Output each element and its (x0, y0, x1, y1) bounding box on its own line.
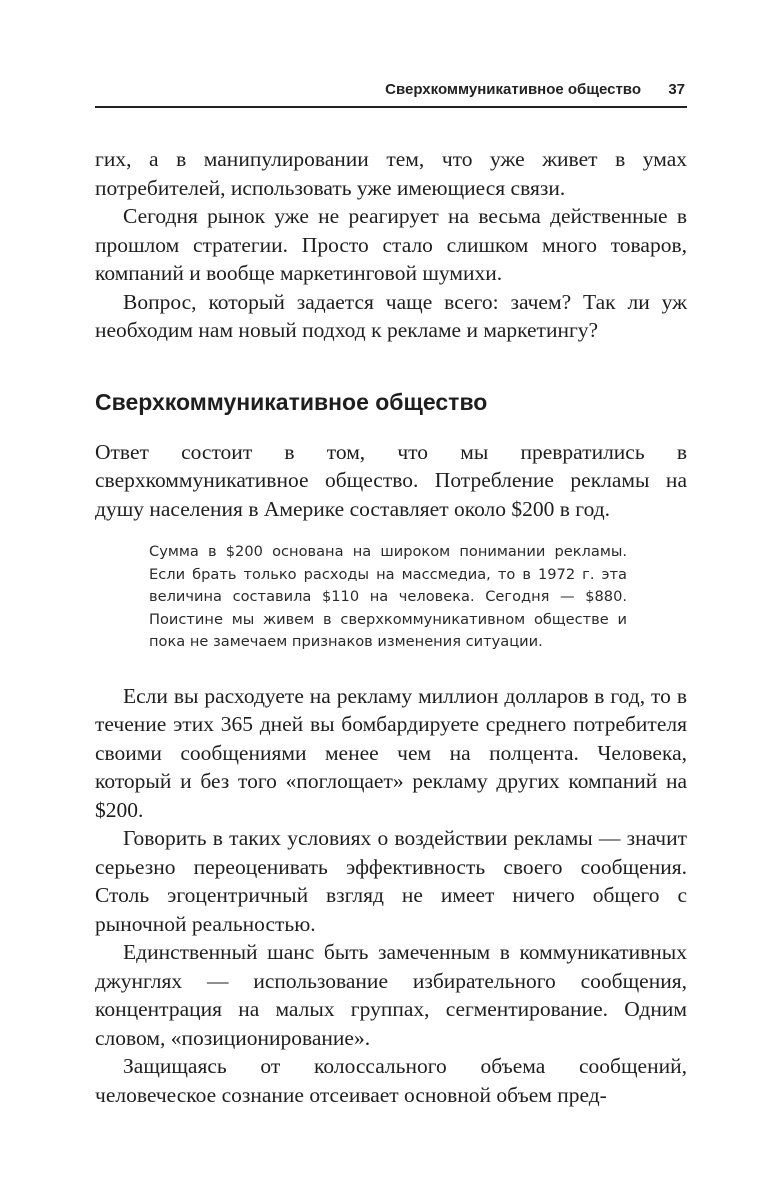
sidebar-note: Сумма в $200 основана на широком понимании рекламы. Если брать только расходы на массмедиа, то в 1972 г. эта величина составила $110 на человека. Сегодня — $880. Поистине мы живем в сверхкоммуникативном обществе и пока не замечаем признаков изменения ситуации. (149, 543, 627, 650)
paragraph: Единственный шанс быть замеченным в коммуникативных джунглях — использование избирательного сообщения, концентрация на малых группах, сегментирование. Одним словом, «позиционирование». (95, 940, 687, 1050)
running-header (95, 80, 687, 108)
section-intro-paragraph: Ответ состоит в том, что мы превратились в сверхкоммуникативное общество. Потребление рекламы на душу населения в Америке составляет около $200 в год. (95, 439, 687, 521)
paragraph: Вопрос, который задается чаще всего: зачем? Так ли уж необходим нам новый подход к рекламе и маркетингу? (95, 289, 687, 342)
paragraph: Защищаясь от колоссального объема сообщений, человеческое сознание отсеивает основной объем пред- (95, 1054, 687, 1107)
running-title: Сверхкоммуникативное общество (385, 81, 641, 98)
book-page (95, 0, 687, 1200)
body-text (95, 145, 687, 1109)
section-heading: Сверхкоммуникативное общество (95, 388, 488, 415)
paragraph: Если вы расходуете на рекламу миллион долларов в год, то в течение этих 365 дней вы бомбардируете среднего потребителя своими сообщениями менее чем на полцента. Человека, который и без того «поглощает» рекламу других компаний на $200. (95, 683, 687, 822)
page-number: 37 (668, 81, 685, 98)
paragraph: Сегодня рынок уже не реагирует на весьма действенные в прошлом стратегии. Просто стало слишком много товаров, компаний и вообще маркетинговой шумихи. (95, 204, 687, 285)
paragraph: гих, а в манипулировании тем, что уже живет в умах потребителей, использовать уже имеющиеся связи. (95, 147, 687, 200)
paragraph: Говорить в таких условиях о воздействии рекламы — значит серьезно переоценивать эффективность своего сообщения. Столь эгоцентричный взгляд не имеет ничего общего с рыночной реальностью. (95, 826, 687, 936)
